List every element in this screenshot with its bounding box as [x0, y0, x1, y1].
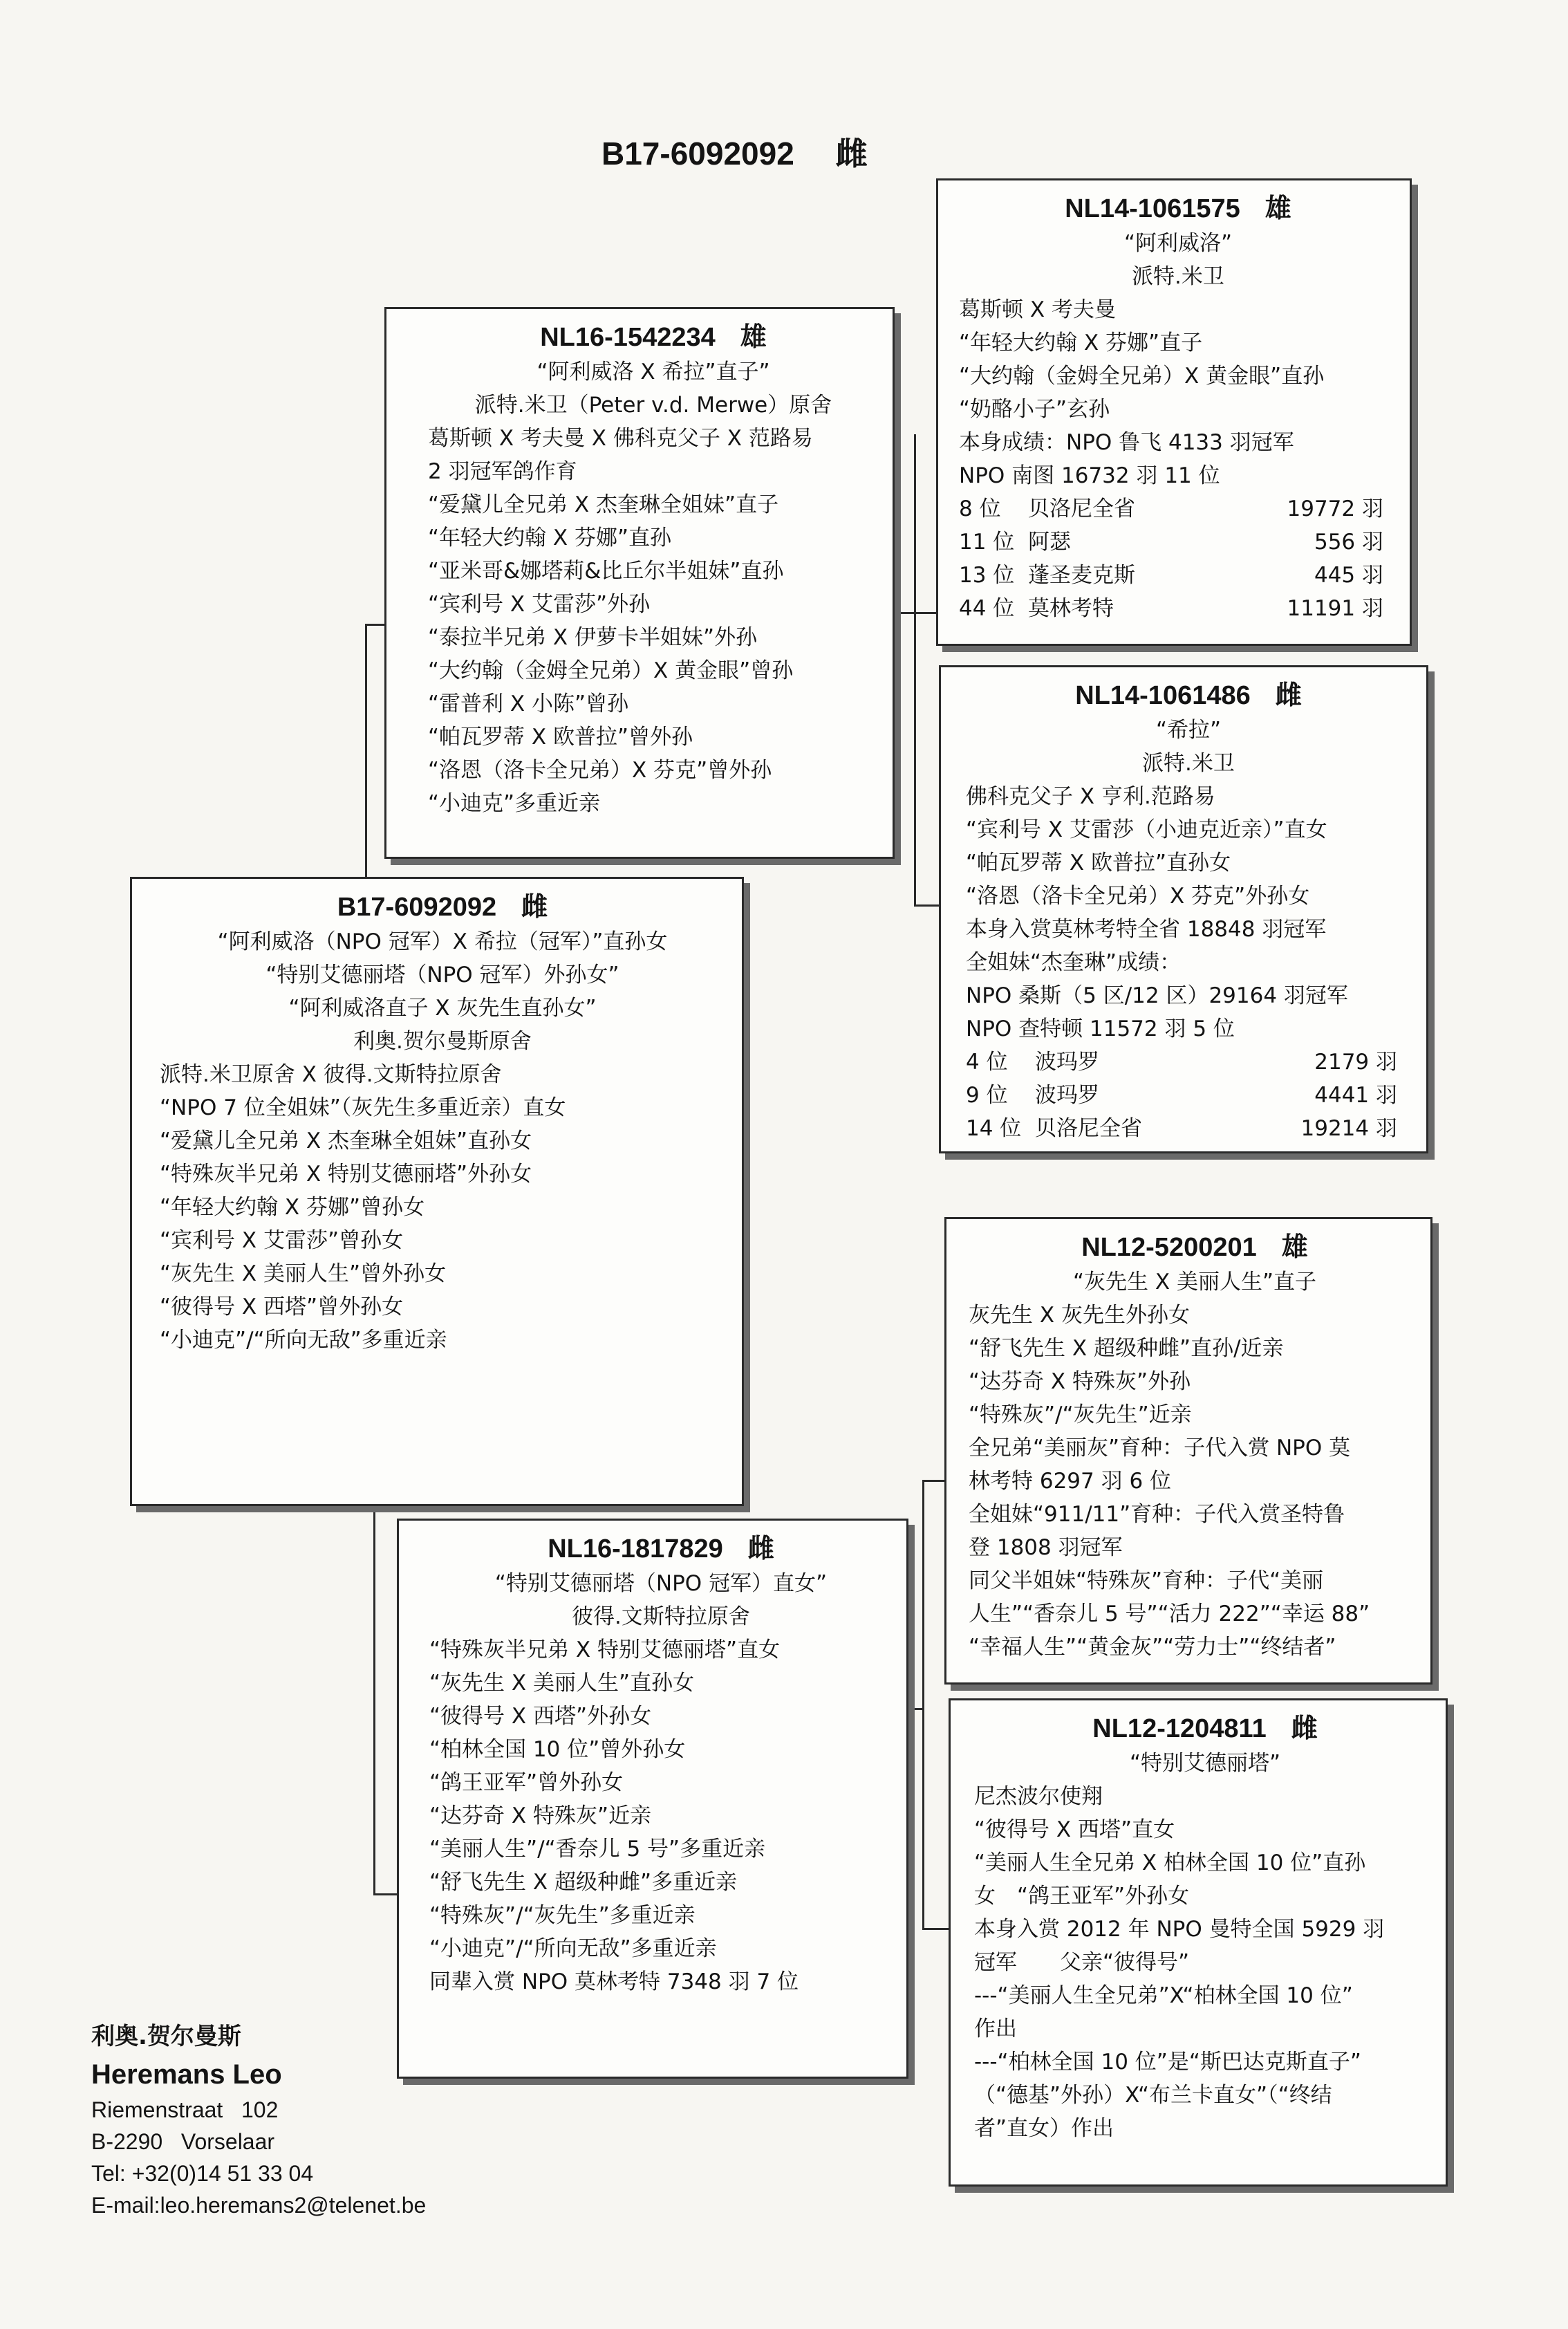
sd-ring [966, 677, 1411, 714]
breeder-city: B-2290 Vorselaar [91, 2129, 275, 2154]
result-position: 9 位 [966, 1083, 1008, 1108]
ss-ring-number: NL14-1061575 [1065, 194, 1240, 223]
ss-line: “年轻大约翰 X 芬娜”直子 [959, 331, 1203, 355]
dd-line: 冠军 父亲“彼得号” [974, 1950, 1190, 1975]
dd-ring-number: NL12-1204811 [1092, 1714, 1267, 1743]
sire-dam-card [939, 665, 1428, 1153]
dam-line: “达芬奇 X 特殊灰”近亲 [429, 1803, 652, 1828]
connector-ss-horizontal [893, 612, 939, 614]
sd-line: “希拉” [1155, 718, 1222, 743]
dam-sire-card [944, 1217, 1432, 1685]
result-count: 19772 羽 [1287, 497, 1383, 521]
sire-line: “洛恩（洛卡全兄弟）X 芬克”曾外孙 [428, 758, 772, 783]
sire-line: “小迪克”多重近亲 [428, 791, 601, 816]
ds-ring-number: NL12-5200201 [1081, 1233, 1257, 1262]
sire-line: “宾利号 X 艾雷莎”外孙 [428, 592, 651, 617]
sire-ring-number: NL16-1542234 [540, 323, 716, 352]
subject-ring-number: B17-6092092 [337, 893, 497, 922]
ss-result-row [959, 592, 1397, 625]
dam-sex: 雌 [747, 1533, 774, 1564]
dd-line: 本身入赏 2012 年 NPO 曼特全国 5929 羽 [974, 1917, 1385, 1942]
ds-ring [969, 1229, 1421, 1265]
dd-line: （“德基”外孙）X“布兰卡直女”（“终结 [974, 2083, 1332, 2108]
sd-line: 本身入赏莫林考特全省 18848 羽冠军 [966, 917, 1327, 942]
dam-line: “特殊灰”/“灰先生”多重近亲 [429, 1903, 696, 1928]
result-position: 11 位 [959, 530, 1015, 555]
connector-sd-horizontal [914, 904, 942, 907]
connector-dd-horizontal [922, 1928, 950, 1930]
ss-result-row [959, 492, 1397, 526]
ss-line: 派特.米卫 [1132, 264, 1224, 289]
ss-result-row [959, 559, 1397, 592]
ds-line: 全兄弟“美丽灰”育种：子代入赏 NPO 莫 [969, 1436, 1351, 1460]
page-title [601, 129, 868, 174]
result-race: 阿瑟 [1028, 530, 1071, 555]
dd-line: “美丽人生全兄弟 X 柏林全国 10 位”直孙 [974, 1850, 1366, 1875]
breeder-street: Riemenstraat 102 [91, 2097, 279, 2122]
result-count: 19214 羽 [1300, 1116, 1397, 1141]
subject-line: “灰先生 X 美丽人生”曾外孙女 [160, 1261, 447, 1286]
dd-sex: 雌 [1291, 1713, 1318, 1743]
subject-line: “NPO 7 位全姐妹”（灰先生多重近亲）直女 [160, 1095, 566, 1120]
sire-line: 派特.米卫（Peter v.d. Merwe）原舍 [474, 393, 832, 418]
sd-line: NPO 桑斯（5 区/12 区）29164 羽冠军 [966, 983, 1348, 1008]
breeder-info [91, 2018, 426, 2221]
connector-dam-parents-vertical [922, 1480, 924, 1928]
sire-sex: 雄 [740, 322, 767, 352]
sd-line: “宾利号 X 艾雷莎（小迪克近亲）”直女 [966, 817, 1327, 842]
subject-line: “阿利威洛（NPO 冠军）X 希拉（冠军）”直孙女 [217, 929, 668, 954]
sd-line: 全姐妹“杰奎琳”成绩： [966, 950, 1182, 975]
dam-line: “柏林全国 10 位”曾外孙女 [429, 1737, 686, 1762]
title-sex: 雌 [835, 135, 868, 172]
dam-ring-number: NL16-1817829 [548, 1534, 723, 1564]
dam-line: “彼得号 X 西塔”外孙女 [429, 1704, 652, 1729]
sire-line: “亚米哥&娜塔莉&比丘尔半姐妹”直孙 [428, 559, 784, 584]
dam-line: 同辈入赏 NPO 莫林考特 7348 羽 7 位 [429, 1969, 799, 1994]
connector-dam-vertical [373, 1506, 375, 1893]
subject-line: “宾利号 X 艾雷莎”曾孙女 [160, 1228, 404, 1253]
sire-line: “大约翰（金姆全兄弟）X 黄金眼”曾孙 [428, 658, 794, 683]
result-count: 4441 羽 [1314, 1083, 1397, 1108]
connector-dam-horizontal [373, 1893, 400, 1895]
result-position: 14 位 [966, 1116, 1022, 1141]
dd-line: “彼得号 X 西塔”直女 [974, 1817, 1175, 1842]
ss-sex: 雄 [1264, 193, 1291, 223]
subject-line: 利奥.贺尔曼斯原舍 [353, 1029, 532, 1054]
ss-line: 葛斯顿 X 考夫曼 [959, 297, 1116, 322]
sire-line: “爱黛儿全兄弟 X 杰奎琳全姐妹”直子 [428, 492, 779, 517]
ds-line: “幸福人生”“黄金灰”“劳力士”“终结者” [969, 1635, 1336, 1660]
sire-line: 葛斯顿 X 考夫曼 X 佛科克父子 X 范路易 [428, 426, 813, 451]
result-position: 8 位 [959, 497, 1001, 521]
ss-line: “大约翰（金姆全兄弟）X 黄金眼”直孙 [959, 364, 1325, 389]
ds-line: 林考特 6297 羽 6 位 [969, 1469, 1172, 1494]
sd-result-row [966, 1079, 1411, 1112]
result-count: 556 羽 [1314, 530, 1383, 555]
ds-sex: 雄 [1281, 1232, 1308, 1262]
sire-sire-card [936, 178, 1412, 646]
subject-line: “小迪克”/“所向无敌”多重近亲 [160, 1328, 447, 1353]
dam-line: “美丽人生”/“香奈儿 5 号”多重近亲 [429, 1837, 766, 1862]
connector-sire-parents-vertical [914, 434, 916, 904]
subject-card [130, 877, 744, 1506]
dd-line: “特别艾德丽塔” [1129, 1751, 1281, 1776]
dam-ring [429, 1530, 893, 1567]
subject-line: “年轻大约翰 X 芬娜”曾孙女 [160, 1195, 425, 1220]
dam-line: “小迪克”/“所向无敌”多重近亲 [429, 1936, 717, 1961]
subject-line: “爱黛儿全兄弟 X 杰奎琳全姐妹”直孙女 [160, 1129, 532, 1153]
result-race: 莫林考特 [1028, 596, 1114, 621]
result-count: 2179 羽 [1314, 1050, 1397, 1075]
result-position: 13 位 [959, 563, 1015, 588]
sire-ring [428, 319, 879, 355]
sire-line: “泰拉半兄弟 X 伊萝卡半姐妹”外孙 [428, 625, 758, 650]
dd-line: ---“柏林全国 10 位”是“斯巴达克斯直子” [974, 2050, 1361, 2075]
sire-card [384, 307, 895, 859]
dam-card [397, 1519, 908, 2079]
breeder-tel: Tel: +32(0)14 51 33 04 [91, 2161, 314, 2186]
subject-sex: 雌 [521, 891, 548, 922]
ds-line: “灰先生 X 美丽人生”直子 [1072, 1270, 1317, 1295]
result-race: 波玛罗 [1035, 1050, 1099, 1075]
ss-line: “奶酪小子”玄孙 [959, 397, 1110, 422]
subject-line: “阿利威洛直子 X 灰先生直孙女” [288, 996, 597, 1021]
dd-line: 尼杰波尔使翔 [974, 1784, 1103, 1809]
dam-dam-card [949, 1698, 1448, 2187]
dam-line: 彼得.文斯特拉原舍 [572, 1604, 750, 1629]
breeder-email[interactable]: E-mail:leo.heremans2@telenet.be [91, 2193, 427, 2218]
ss-line: NPO 南图 16732 羽 11 位 [959, 463, 1220, 488]
breeder-name-en: Heremans Leo [91, 2059, 282, 2090]
sd-sex: 雌 [1275, 680, 1302, 710]
subject-line: “彼得号 X 西塔”曾外孙女 [160, 1295, 404, 1319]
result-race: 贝洛尼全省 [1035, 1116, 1142, 1141]
result-race: 波玛罗 [1035, 1083, 1099, 1108]
sd-line: “帕瓦罗蒂 X 欧普拉”直孙女 [966, 851, 1231, 875]
dam-line: “特别艾德丽塔（NPO 冠军）直女” [494, 1571, 828, 1596]
ss-result-row [959, 526, 1397, 559]
sd-line: 佛科克父子 X 亨利.范路易 [966, 784, 1215, 809]
breeder-name-cn: 利奥.贺尔曼斯 [91, 2023, 241, 2050]
result-position: 44 位 [959, 596, 1015, 621]
subject-line: “特别艾德丽塔（NPO 冠军）外孙女” [265, 963, 619, 987]
sire-line: “雷普利 X 小陈”曾孙 [428, 692, 629, 716]
sd-result-row [966, 1046, 1411, 1079]
ss-line: “阿利威洛” [1123, 231, 1233, 256]
ds-line: 人生”“香奈儿 5 号”“活力 222”“幸运 88” [969, 1602, 1370, 1626]
dd-ring [974, 1710, 1436, 1747]
sd-line: “洛恩（洛卡全兄弟）X 芬克”外孙女 [966, 884, 1310, 909]
sire-line: “年轻大约翰 X 芬娜”直孙 [428, 526, 672, 550]
ds-line: “舒飞先生 X 超级种雌”直孙/近亲 [969, 1336, 1284, 1361]
dam-line: “特殊灰半兄弟 X 特别艾德丽塔”直女 [429, 1637, 781, 1662]
result-position: 4 位 [966, 1050, 1008, 1075]
dd-line: 者”直女）作出 [974, 2116, 1114, 2141]
title-ring: B17-6092092 [601, 136, 794, 171]
ss-line: 本身成绩：NPO 鲁飞 4133 羽冠军 [959, 430, 1294, 455]
ds-line: 全姐妹“911/11”育种：子代入赏圣特鲁 [969, 1502, 1345, 1527]
connector-dam-to-parents [907, 1708, 924, 1710]
sd-ring-number: NL14-1061486 [1075, 681, 1251, 710]
dam-line: “灰先生 X 美丽人生”直孙女 [429, 1671, 695, 1696]
connector-sire-vertical [365, 624, 367, 881]
dd-line: 作出 [974, 2016, 1017, 2041]
ds-line: 同父半姐妹“特殊灰”育种：子代“美丽 [969, 1568, 1324, 1593]
subject-line: “特殊灰半兄弟 X 特别艾德丽塔”外孙女 [160, 1162, 532, 1187]
sire-line: “帕瓦罗蒂 X 欧普拉”曾外孙 [428, 725, 693, 750]
dam-line: “鸽王亚军”曾外孙女 [429, 1770, 624, 1795]
result-race: 贝洛尼全省 [1028, 497, 1135, 521]
ds-line: “特殊灰”/“灰先生”近亲 [969, 1402, 1192, 1427]
sire-line: 2 羽冠军鸽作育 [428, 459, 577, 484]
ss-ring [959, 190, 1397, 227]
ds-line: 灰先生 X 灰先生外孙女 [969, 1303, 1190, 1328]
connector-ds-horizontal [922, 1480, 947, 1482]
dam-line: “舒飞先生 X 超级种雌”多重近亲 [429, 1870, 738, 1895]
dd-line: 女 “鸽王亚军”外孙女 [974, 1884, 1190, 1909]
result-count: 445 羽 [1314, 563, 1383, 588]
result-count: 11191 羽 [1287, 596, 1383, 621]
subject-line: 派特.米卫原舍 X 彼得.文斯特拉原舍 [160, 1062, 502, 1087]
sd-line: 派特.米卫 [1142, 751, 1235, 776]
ds-line: 登 1808 羽冠军 [969, 1535, 1123, 1560]
result-race: 蓬圣麦克斯 [1028, 563, 1135, 588]
subject-ring [160, 889, 725, 925]
sire-line: “阿利威洛 X 希拉”直子” [536, 360, 770, 384]
sd-line: NPO 查特顿 11572 羽 5 位 [966, 1017, 1235, 1041]
sd-result-row [966, 1112, 1411, 1145]
ds-line: “达芬奇 X 特殊灰”外孙 [969, 1369, 1191, 1394]
dd-line: ---“美丽人生全兄弟”X“柏林全国 10 位” [974, 1983, 1353, 2008]
